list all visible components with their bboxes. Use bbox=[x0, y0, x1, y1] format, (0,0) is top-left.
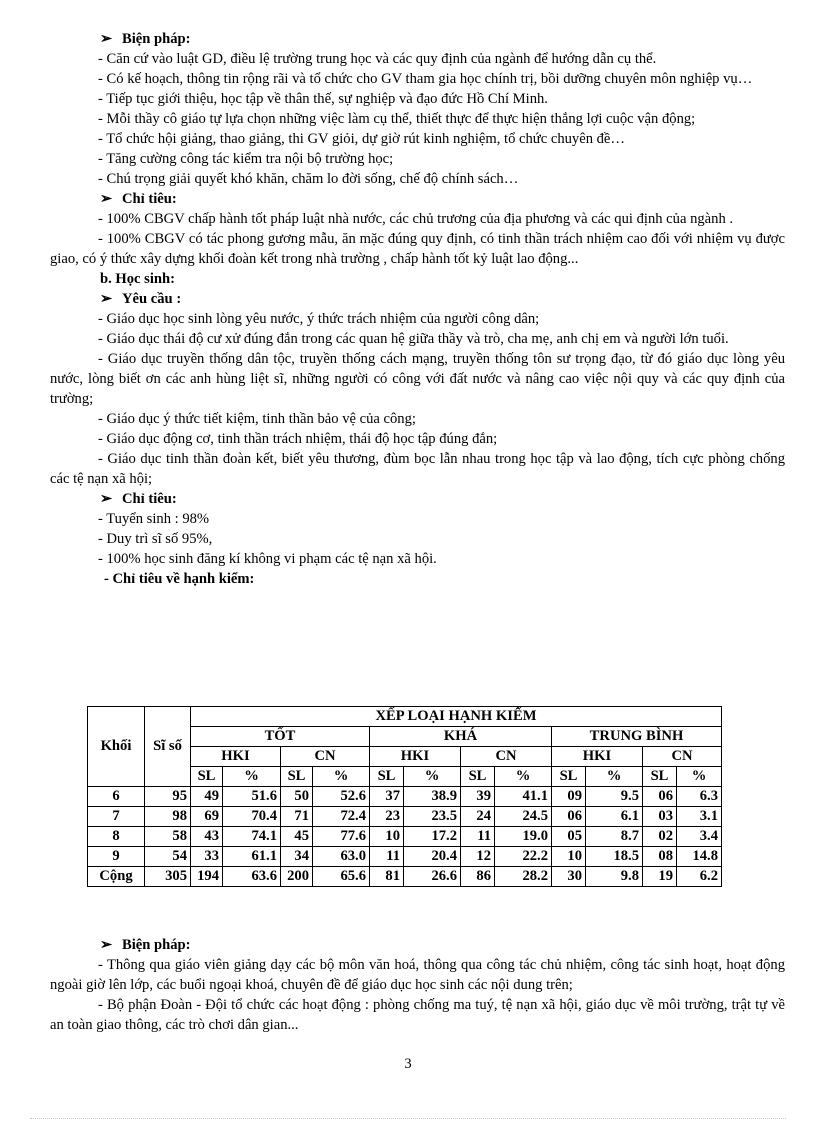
cell-value: 18.5 bbox=[586, 847, 643, 867]
header-sub: % bbox=[313, 767, 370, 787]
cell-value: 10 bbox=[370, 827, 404, 847]
cell-value: 38.9 bbox=[404, 787, 461, 807]
cell-value: 9.5 bbox=[586, 787, 643, 807]
table-row bbox=[88, 867, 722, 887]
paragraph: - Tiếp tục giới thiệu, học tập về thân thế, sự nghiệp và đạo đức Hồ Chí Minh. bbox=[98, 91, 548, 107]
cell-value: 63.0 bbox=[313, 847, 370, 867]
cell-value: 71 bbox=[281, 807, 313, 827]
header-sub: SL bbox=[281, 767, 313, 787]
header-period: HKI bbox=[552, 747, 643, 767]
paragraph: - Giáo dục thái độ cư xử đúng đắn trong các quan hệ giữa thầy và trò, cha mẹ, anh chị em và người lớn tuổi. bbox=[98, 331, 729, 347]
paragraph: - Mỗi thầy cô giáo tự lựa chọn những việc làm cụ thể, thiết thực để thực hiện thắng lợi cuộc vận động; bbox=[98, 111, 696, 127]
cell-value: 26.6 bbox=[404, 867, 461, 887]
cell-value: 43 bbox=[191, 827, 223, 847]
cell-value: 23 bbox=[370, 807, 404, 827]
paragraph: - 100% học sinh đăng kí không vi phạm các tệ nạn xã hội. bbox=[98, 551, 437, 567]
cell-value: 23.5 bbox=[404, 807, 461, 827]
header-khoi: Khối bbox=[88, 707, 145, 787]
cell-value: 14.8 bbox=[677, 847, 722, 867]
header-group-tb: TRUNG BÌNH bbox=[552, 727, 722, 747]
cell-value: 72.4 bbox=[313, 807, 370, 827]
paragraph: - 100% CBGV chấp hành tốt pháp luật nhà nước, các chủ trương của địa phương và các qui định của ngành . bbox=[98, 211, 734, 227]
paragraph: - Tổ chức hội giảng, thao giảng, thi GV giỏi, dự giờ rút kinh nghiệm, tổ chức chuyên đề… bbox=[98, 131, 626, 147]
header-period: HKI bbox=[191, 747, 281, 767]
paragraph: - Giáo dục tinh thần đoàn kết, biết yêu thương, đùm bọc lẫn nhau trong học tập và lao động, tích cực phòng chống các tệ nạn xã hội; bbox=[50, 451, 785, 487]
cell-value: 49 bbox=[191, 787, 223, 807]
cell-value: 03 bbox=[643, 807, 677, 827]
table-row bbox=[88, 847, 722, 867]
cell-value: 06 bbox=[552, 807, 586, 827]
cell-siso: 95 bbox=[145, 787, 191, 807]
cell-value: 69 bbox=[191, 807, 223, 827]
heading-bien-phap: ➢ Biện pháp: bbox=[100, 31, 191, 47]
paragraph: - Tăng cường công tác kiểm tra nội bộ trường học; bbox=[98, 151, 394, 167]
paragraph: - Thông qua giáo viên giảng dạy các bộ môn văn hoá, thông qua công tác chủ nhiệm, công tác sinh hoạt, hoạt động ngoài giờ lên lớp, các buổi ngoại khoá, chuyên đề để giáo dục học sinh các nội dung trên; bbox=[50, 957, 785, 993]
paragraph: - 100% CBGV có tác phong gương mẫu, ăn mặc đúng quy định, có tinh thần trách nhiệm cao đối với nhiệm vụ được giao, có ý thức xây dựng khối đoàn kết trong nhà trường , chấp hành tốt kỷ luật lao động... bbox=[50, 231, 785, 267]
cell-value: 05 bbox=[552, 827, 586, 847]
cell-value: 3.4 bbox=[677, 827, 722, 847]
arrow-bullet-icon: ➢ bbox=[100, 291, 113, 307]
heading-chi-tieu: ➢ Chỉ tiêu: bbox=[100, 191, 177, 207]
cell-value: 41.1 bbox=[495, 787, 552, 807]
cell-value: 52.6 bbox=[313, 787, 370, 807]
header-sub: % bbox=[586, 767, 643, 787]
cell-value: 34 bbox=[281, 847, 313, 867]
cell-value: 70.4 bbox=[223, 807, 281, 827]
cell-value: 28.2 bbox=[495, 867, 552, 887]
cell-value: 37 bbox=[370, 787, 404, 807]
cell-value: 65.6 bbox=[313, 867, 370, 887]
arrow-bullet-icon: ➢ bbox=[100, 937, 113, 953]
cell-value: 17.2 bbox=[404, 827, 461, 847]
cell-value: 6.2 bbox=[677, 867, 722, 887]
paragraph: - Duy trì sĩ số 95%, bbox=[98, 531, 213, 547]
main-content bbox=[50, 29, 785, 589]
page-number: 3 bbox=[404, 1056, 412, 1072]
cell-value: 11 bbox=[461, 827, 495, 847]
paragraph: - Có kế hoạch, thông tin rộng rãi và tổ chức cho GV tham gia học chính trị, bồi dưỡng chuyên môn nghiệp vụ… bbox=[98, 71, 753, 87]
paragraph: - Giáo dục ý thức tiết kiệm, tinh thần bảo vệ của công; bbox=[98, 411, 416, 427]
arrow-bullet-icon: ➢ bbox=[100, 31, 113, 47]
cell-value: 19 bbox=[643, 867, 677, 887]
paragraph: - Giáo dục học sinh lòng yêu nước, ý thức trách nhiệm của người công dân; bbox=[98, 311, 540, 327]
cell-value: 74.1 bbox=[223, 827, 281, 847]
cell-siso: 98 bbox=[145, 807, 191, 827]
bottom-content bbox=[50, 935, 785, 1035]
cell-siso: 305 bbox=[145, 867, 191, 887]
paragraph: - Chú trọng giải quyết khó khăn, chăm lo đời sống, chế độ chính sách… bbox=[98, 171, 519, 187]
cell-value: 39 bbox=[461, 787, 495, 807]
header-sub: % bbox=[223, 767, 281, 787]
header-siso: Sĩ số bbox=[145, 707, 191, 787]
cell-value: 45 bbox=[281, 827, 313, 847]
cell-value: 08 bbox=[643, 847, 677, 867]
cell-khoi: 8 bbox=[88, 827, 145, 847]
heading-yeu-cau: ➢ Yêu cầu : bbox=[100, 291, 182, 307]
cell-value: 20.4 bbox=[404, 847, 461, 867]
cell-value: 6.3 bbox=[677, 787, 722, 807]
cell-value: 77.6 bbox=[313, 827, 370, 847]
cell-value: 30 bbox=[552, 867, 586, 887]
cell-value: 09 bbox=[552, 787, 586, 807]
header-sub: SL bbox=[370, 767, 404, 787]
paragraph: - Bộ phận Đoàn - Đội tổ chức các hoạt động : phòng chống ma tuý, tệ nạn xã hội, giáo dục về môi trường, trật tự về an toàn giao thông, các trò chơi dân gian... bbox=[50, 997, 785, 1033]
paragraph: - Giáo dục động cơ, tinh thần trách nhiệm, thái độ học tập đúng đắn; bbox=[98, 431, 498, 447]
cell-value: 10 bbox=[552, 847, 586, 867]
header-main: XẾP LOẠI HẠNH KIỂM bbox=[191, 707, 722, 727]
cell-khoi: 6 bbox=[88, 787, 145, 807]
cell-value: 24 bbox=[461, 807, 495, 827]
table-row bbox=[88, 807, 722, 827]
conduct-table bbox=[87, 706, 722, 887]
cell-value: 86 bbox=[461, 867, 495, 887]
arrow-bullet-icon: ➢ bbox=[100, 491, 113, 507]
cell-siso: 58 bbox=[145, 827, 191, 847]
cell-value: 200 bbox=[281, 867, 313, 887]
header-sub: % bbox=[495, 767, 552, 787]
footer-divider bbox=[30, 1118, 786, 1119]
paragraph: - Giáo dục truyền thống dân tộc, truyền thống cách mạng, truyền thống tôn sư trọng đạo, từ đó giáo dục lòng yêu nước, lòng biết ơn các anh hùng liệt sĩ, những người có công với đất nước và nâng cao việc nội quy và các quy định của trường; bbox=[50, 351, 785, 407]
cell-khoi: Cộng bbox=[88, 867, 145, 887]
header-group-kha: KHÁ bbox=[370, 727, 552, 747]
heading-chi-tieu-hs: ➢ Chỉ tiêu: bbox=[100, 491, 177, 507]
arrow-bullet-icon: ➢ bbox=[100, 191, 113, 207]
header-period: HKI bbox=[370, 747, 461, 767]
header-sub: % bbox=[677, 767, 722, 787]
cell-value: 61.1 bbox=[223, 847, 281, 867]
cell-value: 6.1 bbox=[586, 807, 643, 827]
heading-hoc-sinh: b. Học sinh: bbox=[100, 271, 176, 287]
cell-value: 11 bbox=[370, 847, 404, 867]
cell-value: 19.0 bbox=[495, 827, 552, 847]
cell-value: 81 bbox=[370, 867, 404, 887]
header-sub: SL bbox=[552, 767, 586, 787]
cell-value: 194 bbox=[191, 867, 223, 887]
cell-value: 06 bbox=[643, 787, 677, 807]
cell-value: 24.5 bbox=[495, 807, 552, 827]
cell-value: 9.8 bbox=[586, 867, 643, 887]
cell-value: 63.6 bbox=[223, 867, 281, 887]
heading-bien-phap-2: ➢ Biện pháp: bbox=[100, 937, 191, 953]
header-sub: % bbox=[404, 767, 461, 787]
cell-value: 51.6 bbox=[223, 787, 281, 807]
cell-siso: 54 bbox=[145, 847, 191, 867]
cell-value: 8.7 bbox=[586, 827, 643, 847]
paragraph: - Căn cứ vào luật GD, điều lệ trường trung học và các quy định của ngành để hướng dẫn cụ thể. bbox=[98, 51, 657, 67]
header-period: CN bbox=[461, 747, 552, 767]
header-period: CN bbox=[281, 747, 370, 767]
paragraph: - Tuyển sinh : 98% bbox=[98, 511, 210, 527]
cell-khoi: 9 bbox=[88, 847, 145, 867]
cell-value: 3.1 bbox=[677, 807, 722, 827]
header-group-tot: TỐT bbox=[191, 727, 370, 747]
header-sub: SL bbox=[643, 767, 677, 787]
cell-value: 12 bbox=[461, 847, 495, 867]
table-row bbox=[88, 787, 722, 807]
cell-value: 33 bbox=[191, 847, 223, 867]
cell-value: 50 bbox=[281, 787, 313, 807]
heading-hanh-kiem: - Chỉ tiêu về hạnh kiểm: bbox=[104, 571, 255, 587]
header-sub: SL bbox=[191, 767, 223, 787]
cell-value: 02 bbox=[643, 827, 677, 847]
cell-khoi: 7 bbox=[88, 807, 145, 827]
cell-value: 22.2 bbox=[495, 847, 552, 867]
header-sub: SL bbox=[461, 767, 495, 787]
table-body bbox=[88, 787, 722, 887]
table-row bbox=[88, 827, 722, 847]
header-period: CN bbox=[643, 747, 722, 767]
